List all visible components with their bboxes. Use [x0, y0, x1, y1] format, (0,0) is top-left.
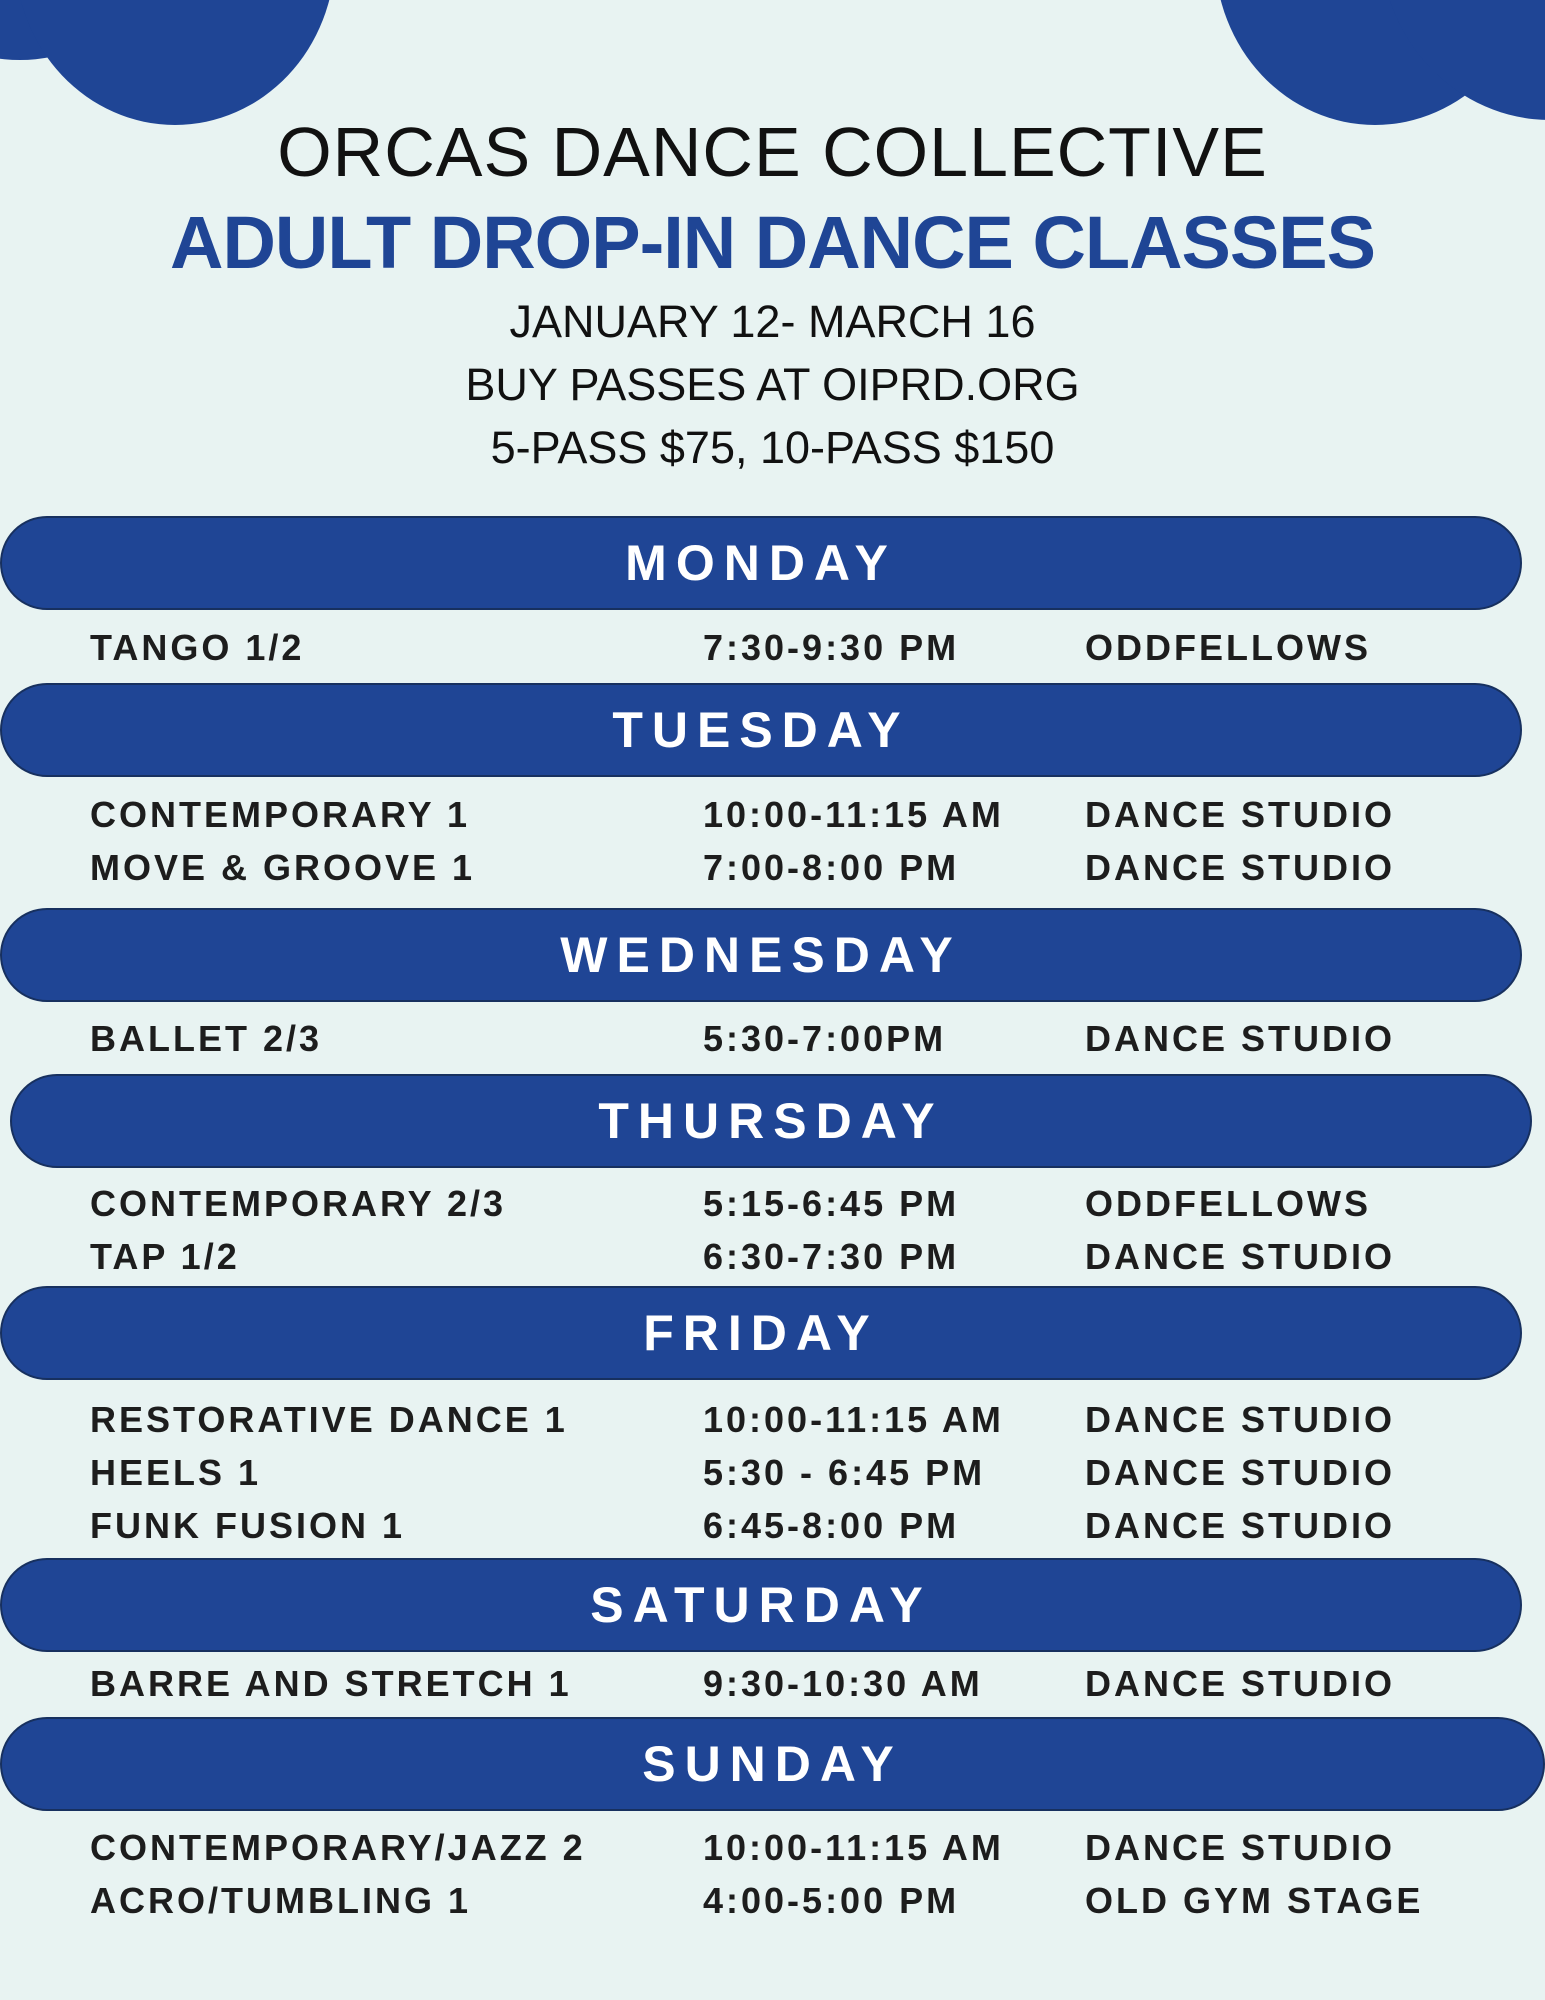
buy-passes-info: BUY PASSES AT OIPRD.ORG	[465, 359, 1080, 410]
class-time: 7:30-9:30 PM	[703, 627, 960, 668]
class-name: CONTEMPORARY 2/3	[90, 1183, 507, 1224]
day-band-friday: FRIDAY	[0, 1286, 1522, 1380]
class-row	[0, 627, 1545, 677]
class-time: 4:00-5:00 PM	[703, 1880, 960, 1921]
class-row	[0, 1183, 1545, 1233]
class-time: 7:00-8:00 PM	[703, 847, 960, 888]
class-row	[0, 1399, 1545, 1449]
class-time: 6:45-8:00 PM	[703, 1505, 960, 1546]
class-location: ODDFELLOWS	[1085, 1183, 1371, 1224]
class-row	[0, 1880, 1545, 1930]
class-location: ODDFELLOWS	[1085, 627, 1371, 668]
class-name: BARRE AND STRETCH 1	[90, 1663, 572, 1704]
class-name: ACRO/TUMBLING 1	[90, 1880, 471, 1921]
class-time: 10:00-11:15 AM	[703, 1827, 1004, 1868]
class-name: TAP 1/2	[90, 1236, 240, 1277]
class-time: 5:30-7:00PM	[703, 1018, 947, 1059]
class-row	[0, 1505, 1545, 1555]
class-name: FUNK FUSION 1	[90, 1505, 406, 1546]
class-time: 10:00-11:15 AM	[703, 794, 1004, 835]
day-band-monday: MONDAY	[0, 516, 1522, 610]
class-time: 9:30-10:30 AM	[703, 1663, 983, 1704]
class-name: CONTEMPORARY 1	[90, 794, 471, 835]
class-time: 5:30 - 6:45 PM	[703, 1452, 986, 1493]
class-name: HEELS 1	[90, 1452, 262, 1493]
class-row	[0, 794, 1545, 844]
class-location: DANCE STUDIO	[1085, 1236, 1396, 1277]
session-dates: JANUARY 12- MARCH 16	[509, 296, 1036, 347]
class-row	[0, 1236, 1545, 1286]
class-name: CONTEMPORARY/JAZZ 2	[90, 1827, 586, 1868]
day-band-wednesday: WEDNESDAY	[0, 908, 1522, 1002]
page-title: ADULT DROP-IN DANCE CLASSES	[170, 201, 1375, 284]
class-time: 5:15-6:45 PM	[703, 1183, 960, 1224]
class-location: DANCE STUDIO	[1085, 847, 1396, 888]
day-band-saturday: SATURDAY	[0, 1558, 1522, 1652]
class-time: 6:30-7:30 PM	[703, 1236, 960, 1277]
class-row	[0, 847, 1545, 897]
class-name: RESTORATIVE DANCE 1	[90, 1399, 568, 1440]
organization-name: ORCAS DANCE COLLECTIVE	[277, 113, 1268, 191]
class-name: BALLET 2/3	[90, 1018, 323, 1059]
class-location: DANCE STUDIO	[1085, 794, 1396, 835]
class-row	[0, 1452, 1545, 1502]
class-location: DANCE STUDIO	[1085, 1399, 1396, 1440]
class-row	[0, 1827, 1545, 1877]
class-location: DANCE STUDIO	[1085, 1827, 1396, 1868]
class-name: TANGO 1/2	[90, 627, 305, 668]
day-band-thursday: THURSDAY	[10, 1074, 1532, 1168]
class-location: DANCE STUDIO	[1085, 1452, 1396, 1493]
class-row	[0, 1018, 1545, 1068]
class-time: 10:00-11:15 AM	[703, 1399, 1004, 1440]
class-location: OLD GYM STAGE	[1085, 1880, 1424, 1921]
class-row	[0, 1663, 1545, 1713]
day-band-sunday: SUNDAY	[0, 1717, 1545, 1811]
class-location: DANCE STUDIO	[1085, 1663, 1396, 1704]
class-location: DANCE STUDIO	[1085, 1018, 1396, 1059]
pass-prices: 5-PASS $75, 10-PASS $150	[490, 422, 1055, 473]
class-name: MOVE & GROOVE 1	[90, 847, 476, 888]
class-location: DANCE STUDIO	[1085, 1505, 1396, 1546]
day-band-tuesday: TUESDAY	[0, 683, 1522, 777]
